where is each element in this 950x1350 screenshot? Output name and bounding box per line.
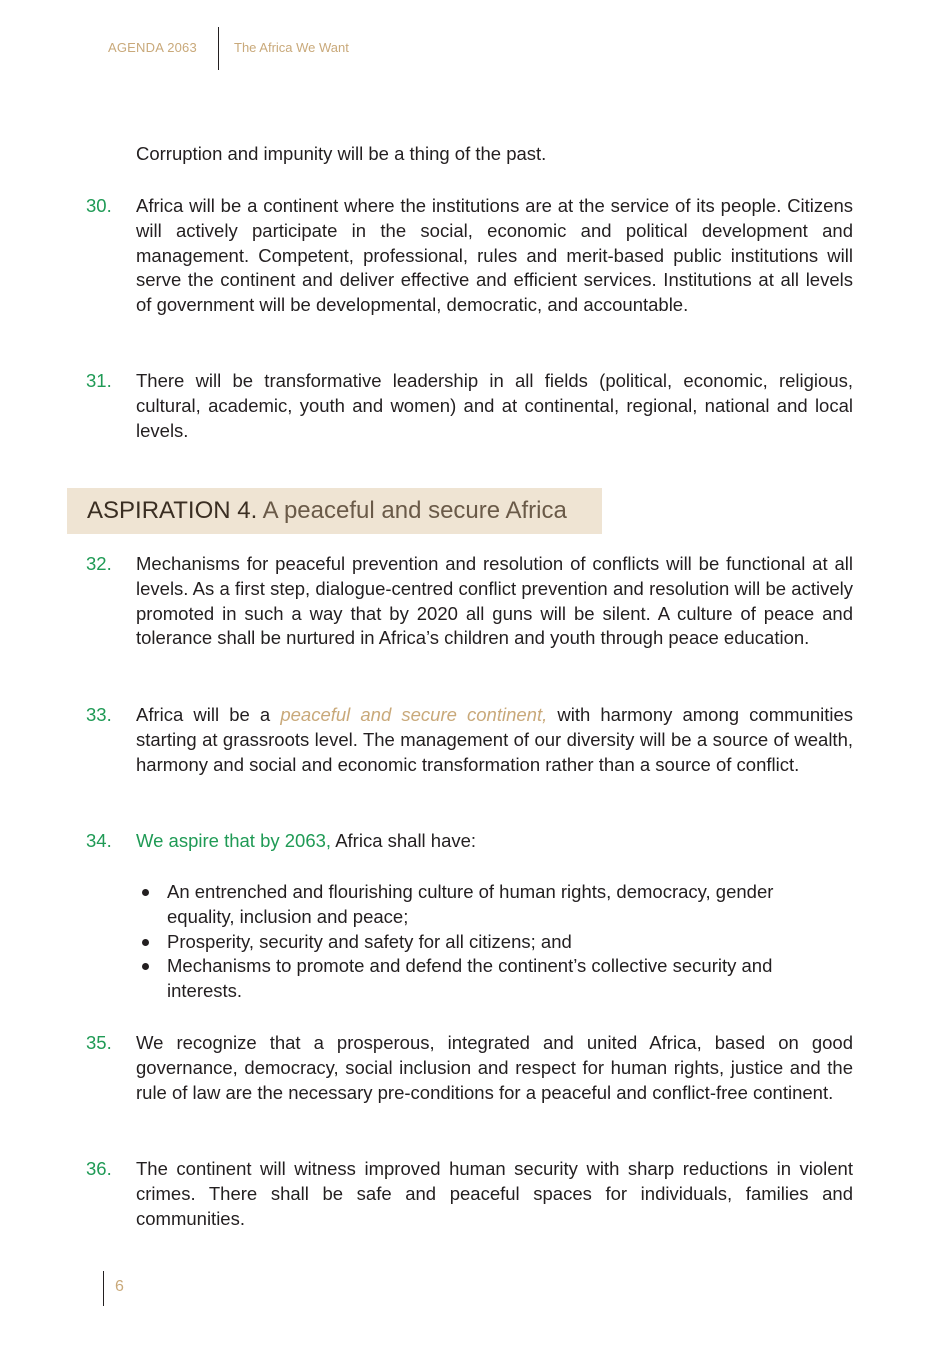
paragraph-number-31: 31. [86, 370, 112, 391]
aspiration-title: A peaceful and secure Africa [262, 497, 567, 524]
list-item-text: An entrenched and flourishing culture of human rights, democracy, gender equality, inclusion and peace; [167, 881, 774, 927]
bullet-icon [142, 889, 149, 896]
paragraph-33 [136, 703, 853, 777]
footer-divider [103, 1271, 104, 1306]
paragraph-33-post: with harmony among communities starting at grassroots level. The management of our diversity will be a source of wealth, harmony and social and economic transformation rather than a source of conflict. [136, 704, 854, 775]
list-item [136, 954, 826, 1004]
paragraph-32: Mechanisms for peaceful prevention and resolution of conflicts will be functional at all levels. As a first step, dialogue-centred conflict prevention and resolution will be actively promoted in such a way that by 2020 all guns will be silent. A culture of peace and tolerance shall be nurtured in Africa’s children and youth through peace education. [136, 553, 853, 649]
header-divider [218, 27, 219, 70]
paragraph-34-lead: We aspire that by 2063, [136, 830, 332, 851]
intro-paragraph: Corruption and impunity will be a thing of the past. [136, 143, 547, 164]
aspiration-bullet-list [136, 880, 826, 1004]
paragraph-34-rest: Africa shall have: [335, 830, 477, 851]
aspiration-label: ASPIRATION 4. [87, 497, 258, 524]
paragraph-36: The continent will witness improved human security with sharp reductions in violent crimes. There shall be safe and peaceful spaces for individuals, families and communities. [136, 1158, 853, 1229]
paragraph-34 [136, 829, 853, 854]
paragraph-number-34: 34. [86, 830, 112, 851]
paragraph-30: Africa will be a continent where the institutions are at the service of its people. Citizens will actively participate in the social, economic and political development and management. Competent, professional, rules and merit-based public institutions will serve the continent and deliver effective and efficient services. Institutions at all levels of government will be developmental, democratic, and accountable. [136, 195, 853, 316]
paragraph-number-36: 36. [86, 1158, 112, 1179]
paragraph-number-30: 30. [86, 195, 112, 216]
list-item [136, 930, 826, 955]
bullet-icon [142, 963, 149, 970]
aspiration-heading [87, 497, 567, 525]
page-number: 6 [115, 1278, 124, 1295]
list-item [136, 880, 826, 930]
paragraph-number-32: 32. [86, 553, 112, 574]
list-item-text: Mechanisms to promote and defend the continent’s collective security and interests. [167, 955, 773, 1002]
paragraph-35: We recognize that a prosperous, integrated and united Africa, based on good governance, democracy, social inclusion and respect for human rights, justice and the rule of law are the necessary pre-conditions for a peaceful and conflict-free continent. [136, 1032, 853, 1103]
paragraph-number-35: 35. [86, 1032, 112, 1053]
running-header-title: AGENDA 2063 [108, 40, 197, 55]
running-header-subtitle: The Africa We Want [234, 40, 349, 55]
paragraph-number-33: 33. [86, 704, 112, 725]
paragraph-31: There will be transformative leadership in all fields (political, economic, religious, cultural, academic, youth and women) and at continental, regional, national and local levels. [136, 370, 853, 441]
paragraph-33-highlight: peaceful and secure continent, [280, 704, 548, 725]
bullet-icon [142, 939, 149, 946]
paragraph-33-pre: Africa will be a [136, 704, 271, 725]
list-item-text: Prosperity, security and safety for all citizens; and [167, 930, 572, 952]
